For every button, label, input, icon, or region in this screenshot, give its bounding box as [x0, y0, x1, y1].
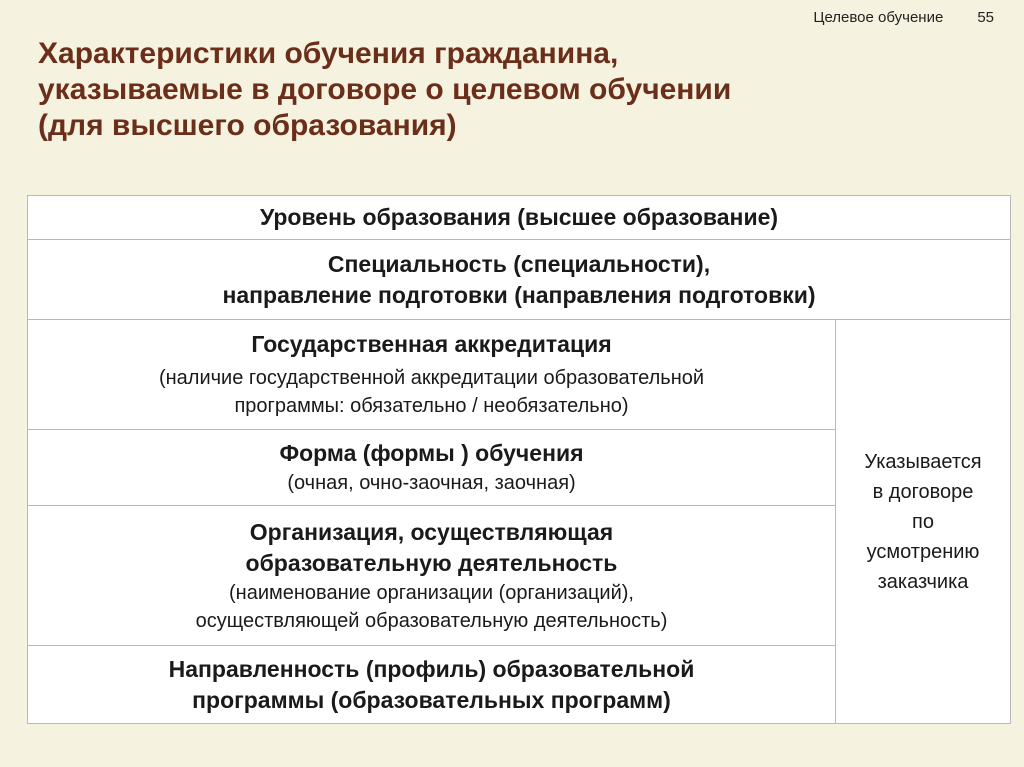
row-specialty	[27, 239, 1011, 320]
side-note-line-4: усмотрению	[866, 540, 980, 563]
side-note-line-5: заказчика	[877, 570, 969, 593]
title-line-2: указываемые в договоре о целевом обучении	[38, 73, 732, 106]
row-accreditation-title: Государственная аккредитация	[251, 331, 612, 357]
row-organization-note-2: осуществляющей образовательную деятельность)	[195, 609, 668, 632]
row-study-form-title: Форма (формы ) обучения	[279, 440, 584, 466]
title-line-1: Характеристики обучения гражданина,	[38, 37, 619, 70]
row-study-form	[27, 429, 836, 506]
row-organization-title-1: Организация, осуществляющая	[249, 518, 614, 545]
row-organization	[27, 505, 836, 646]
row-program-profile-text-1: Направленность (профиль) образовательной	[168, 655, 695, 682]
side-note-cell	[835, 319, 1011, 724]
row-study-form-note: (очная, очно-заочная, заочная)	[287, 472, 576, 494]
topic-label: Целевое обучение	[813, 9, 944, 26]
slide-title	[38, 36, 958, 144]
row-accreditation-note-1: (наличие государственной аккредитации образовательной	[158, 367, 705, 389]
row-education-level-text: Уровень образования (высшее образование)	[259, 204, 779, 230]
row-organization-title-2: образовательную деятельность	[245, 549, 618, 576]
row-program-profile	[27, 645, 836, 724]
row-accreditation	[27, 319, 836, 430]
side-note-line-3: по	[912, 510, 934, 533]
characteristics-table	[27, 195, 1011, 724]
row-accreditation-note-2: программы: обязательно / необязательно)	[234, 395, 629, 417]
slide-header	[813, 9, 994, 26]
row-specialty-text-2: направление подготовки (направления подготовки)	[222, 281, 816, 308]
side-note-line-1: Указывается	[864, 450, 982, 473]
title-line-3: (для высшего образования)	[38, 109, 457, 142]
row-program-profile-text-2: программы (образовательных программ)	[192, 686, 671, 713]
side-note-line-2: в договоре	[872, 480, 974, 503]
row-education-level	[27, 195, 1011, 240]
page-number: 55	[977, 9, 994, 26]
row-specialty-text-1: Специальность (специальности),	[327, 250, 711, 277]
row-organization-note-1: (наименование организации (организаций),	[229, 581, 634, 604]
